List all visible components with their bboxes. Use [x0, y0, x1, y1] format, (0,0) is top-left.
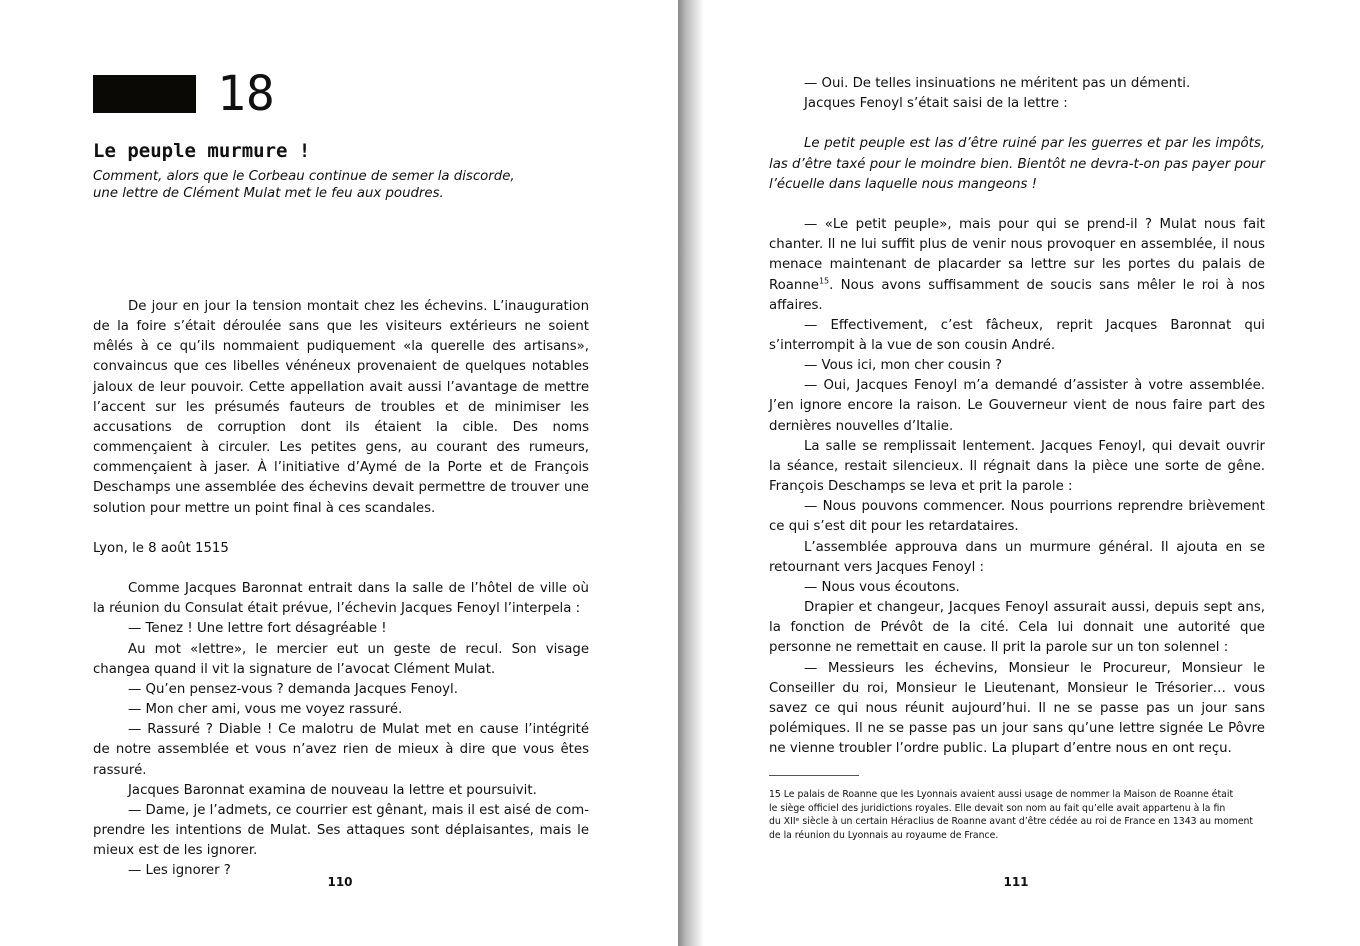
dialogue-line: — Nous pouvons commencer. Nous pourrions reprendre brièvement ce qui s’est dit pour les retardataires. [769, 499, 1265, 535]
dialogue-line: — Vous ici, mon cher cousin ? [804, 358, 1003, 374]
paragraph: Drapier et changeur, Jacques Fenoyl assurait aussi, depuis sept ans, la fonction de Prévôt de la cité. Cela lui donnait une autorité que personne ne remettait en cause. Il prit la parole sur un ton solennel : [769, 600, 1265, 656]
right-body-text [769, 74, 1265, 759]
footnote-line: le siège officiel des juridictions royales. Elle devait son nom au fait qu’elle avait appartenu à la fin [769, 802, 1226, 814]
footnote-line: 15 Le palais de Roanne que les Lyonnais avaient aussi usage de nommer la Maison de Roanne était [769, 789, 1234, 800]
footnote-reference: 15 [818, 276, 830, 286]
chapter-black-bar [93, 75, 196, 113]
paragraph: De jour en jour la tension montait chez les échevins. L’inauguration de la foire s’était déroulée sans que les visiteurs extérieurs ne soient mêlés à ce qu’ils nommaient pudiquement «la querelle des artisans», convaincus que ces libelles vénéneux provenaient de quelques notables jaloux de leur pouvoir. Cette appellation avait aussi l’avantage de mettre l’accent sur les présumés fauteurs de troubles et de minimiser les accusations de corruption dont ils étaient la cible. Des noms commençaient à circuler. Les petites gens, au courant des rumeurs, commençaient à jaser. À l’initiative d’Aymé de la Porte et de François Deschamps une assemblée des échevins devait permettre de trouver une solution pour mettre un point final à ces scandales. [93, 299, 589, 516]
right-page [680, 0, 1360, 946]
letter-quote: Le petit peuple est las d’être ruiné par les guerres et par les impôts, las d’être taxé pour le moindre bien. Bientôt ne devra-t-on pas payer pour l’écuelle dans laquelle nous mangeons ! [769, 136, 1265, 192]
dialogue-line: — Rassuré ? Diable ! Ce malotru de Mulat met en cause l’intégrité de notre assemblée et vous n’avez rien de mieux à dire que vous êtes rassuré. [93, 722, 589, 778]
dialogue-line: — Qu’en pensez-vous ? demanda Jacques Fenoyl. [128, 681, 458, 697]
dialogue-text: — «Le petit peuple», mais pour qui se prend-il ? Mulat nous fait chanter. Il ne lui suffit plus de venir nous provoquer en assemblée, il nous menace maintenant de placarder sa lettre sur les portes du palais de Roanne [769, 217, 1265, 293]
dateline: Lyon, le 8 août 1515 [93, 540, 229, 556]
chapter-subtitle: Comment, alors que le Corbeau continue de semer la discorde, une lettre de Clément Mulat met le feu aux poudres. [93, 169, 515, 201]
chapter-title: Le peuple murmure ! [93, 140, 311, 162]
footnote-divider [769, 775, 859, 776]
dialogue-text: . Nous avons suffisamment de soucis sans mêler le roi à nos affaires. [769, 277, 1265, 313]
left-body-text [93, 297, 589, 882]
dialogue-line: — Tenez ! Une lettre fort désagréable ! [128, 621, 387, 637]
paragraph: La salle se remplissait lentement. Jacques Fenoyl, qui devait ouvrir la séance, restait silencieux. Il régnait dans la pièce une sorte de gêne. François Deschamps se leva et prit la parole : [769, 438, 1265, 495]
dialogue-line: — Effectivement, c’est fâcheux, reprit Jacques Baronnat qui s’interrompit à la vue de son cousin André. [769, 317, 1265, 353]
paragraph: Comme Jacques Baronnat entrait dans la salle de l’hôtel de ville où la réunion du Consulat était prévue, l’échevin Jacques Fenoyl l’interpela : [93, 581, 589, 617]
dialogue-line: — Nous vous écoutons. [804, 579, 960, 595]
page-number-right: 111 [1003, 875, 1029, 889]
chapter-number: 18 [217, 66, 275, 122]
dialogue-line: — Mon cher ami, vous me voyez rassuré. [128, 702, 403, 718]
book-gutter-shadow [678, 0, 704, 946]
footnote-line: de la réunion du Lyonnais au royaume de France. [769, 829, 999, 841]
footnote [769, 788, 1265, 842]
dialogue-line: — Oui. De telles insinuations ne méritent pas un démenti. [804, 76, 1191, 91]
paragraph: Au mot «lettre», le mercier eut un geste de recul. Son visage changea quand il vit la signature de l’avocat Clément Mulat. [93, 641, 589, 677]
dialogue-line: — Dame, je l’admets, ce courrier est gênant, mais il est aisé de comprendre les intentions de Mulat. Ses attaques sont déplaisantes, mais le mieux est de les ignorer. [93, 802, 589, 859]
paragraph: Jacques Baronnat examina de nouveau la lettre et poursuivit. [128, 782, 537, 798]
page-number-left: 110 [327, 875, 353, 889]
footnote-line: du XIIᵉ siècle à un certain Héraclius de Roanne avant d’être cédée au roi de France en 1343 au moment [769, 816, 1254, 827]
dialogue-line: — Messieurs les échevins, Monsieur le Procureur, Monsieur le Conseiller du roi, Monsieur le Lieutenant, Monsieur le Trésorier… vous savez ce qui nous réunit aujourd’hui. Il ne se passe pas un jour sans polémiques. Il ne se passe pas un jour sans qu’une lettre signée Le Pôvre ne vienne troubler l’ordre public. La plupart d’entre nous en ont reçu. [769, 660, 1265, 757]
paragraph: L’assemblée approuva dans un murmure général. Il ajouta en se retournant vers Jacques Fenoyl : [769, 539, 1265, 575]
dialogue-line [769, 215, 1265, 316]
dialogue-line: — Les ignorer ? [128, 863, 231, 879]
dialogue-line: — Oui, Jacques Fenoyl m’a demandé d’assister à votre assemblée. J’en ignore encore la raison. Le Gouverneur vient de nous faire part des dernières nouvelles d’Italie. [769, 378, 1265, 434]
paragraph: Jacques Fenoyl s’était saisi de la lettre : [804, 96, 1068, 112]
